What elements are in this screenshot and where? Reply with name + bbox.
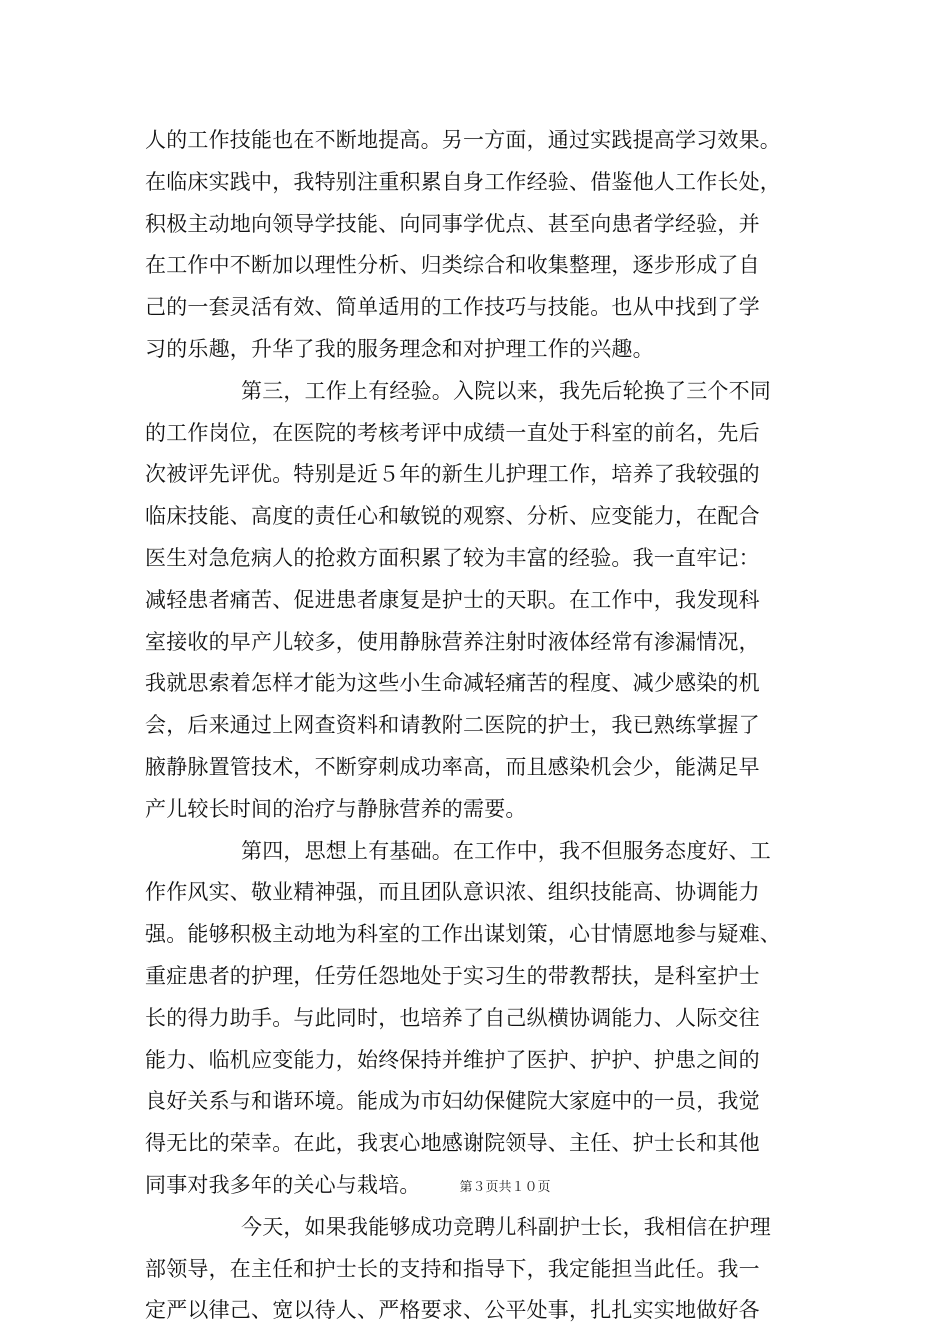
text-line: 腋静脉置管技术，不断穿刺成功率高，而且感染机会少，能满足早 [145,754,760,779]
paragraph-first-line: 今天，如果我能够成功竞聘儿科副护士长，我相信在护理 [241,1214,771,1239]
text-line: 医生对急危病人的抢救方面积累了较为丰富的经验。我一直牢记： [145,545,760,570]
text-line: 在工作中不断加以理性分析、归类综合和收集整理，逐步形成了自 [145,253,760,278]
text-line: 同事对我多年的关心与栽培。 [145,1172,421,1197]
text-line: 定严以律己、宽以待人、严格要求、公平处事，扎扎实实地做好各 [145,1298,760,1323]
text-line: 部领导，在主任和护士长的支持和指导下，我定能担当此任。我一 [145,1256,760,1281]
text-line: 作作风实、敬业精神强，而且团队意识浓、组织技能高、协调能力 [145,880,760,905]
text-line: 临床技能、高度的责任心和敏锐的观察、分析、应变能力，在配合 [145,504,760,529]
text-line: 良好关系与和谐环境。能成为市妇幼保健院大家庭中的一员，我觉 [145,1089,760,1114]
text-line: 长的得力助手。与此同时，也培养了自己纵横协调能力、人际交往 [145,1005,760,1030]
text-line: 在临床实践中，我特别注重积累自身工作经验、借鉴他人工作长处， [145,169,781,194]
text-line: 己的一套灵活有效、简单适用的工作技巧与技能。也从中找到了学 [145,295,760,320]
text-line: 人的工作技能也在不断地提高。另一方面，通过实践提高学习效果。 [145,128,781,152]
text-line: 会，后来通过上网查资料和请教附二医院的护士，我已熟练掌握了 [145,713,760,738]
paragraph-first-line: 第三，工作上有经验。入院以来，我先后轮换了三个不同 [241,378,771,403]
body-text [145,120,835,1332]
text-line: 重症患者的护理，任劳任怨地处于实习生的带教帮扶，是科室护士 [145,963,760,988]
text-line: 室接收的早产儿较多，使用静脉营养注射时液体经常有渗漏情况， [145,629,760,654]
text-line: 的工作岗位，在医院的考核考评中成绩一直处于科室的前名，先后 [145,420,760,445]
text-line: 能力、临机应变能力，始终保持并维护了医护、护护、护患之间的 [145,1047,760,1072]
text-line: 减轻患者痛苦、促进患者康复是护士的天职。在工作中，我发现科 [145,587,760,612]
page-number-footer: 第３页共１０页 [459,1180,551,1195]
paragraph-first-line: 第四，思想上有基础。在工作中，我不但服务态度好、工 [241,838,771,863]
text-line: 强。能够积极主动地为科室的工作出谋划策，心甘情愿地参与疑难、 [145,922,781,947]
text-line: 习的乐趣，升华了我的服务理念和对护理工作的兴趣。 [145,336,654,361]
text-line: 产儿较长时间的治疗与静脉营养的需要。 [145,796,527,821]
text-line: 次被评先评优。特别是近５年的新生儿护理工作，培养了我较强的 [145,462,760,487]
text-line: 得无比的荣幸。在此，我衷心地感谢院领导、主任、护士长和其他 [145,1131,760,1156]
text-line: 积极主动地向领导学技能、向同事学优点、甚至向患者学经验，并 [145,211,760,236]
text-line: 我就思索着怎样才能为这些小生命减轻痛苦的程度、减少感染的机 [145,671,760,696]
